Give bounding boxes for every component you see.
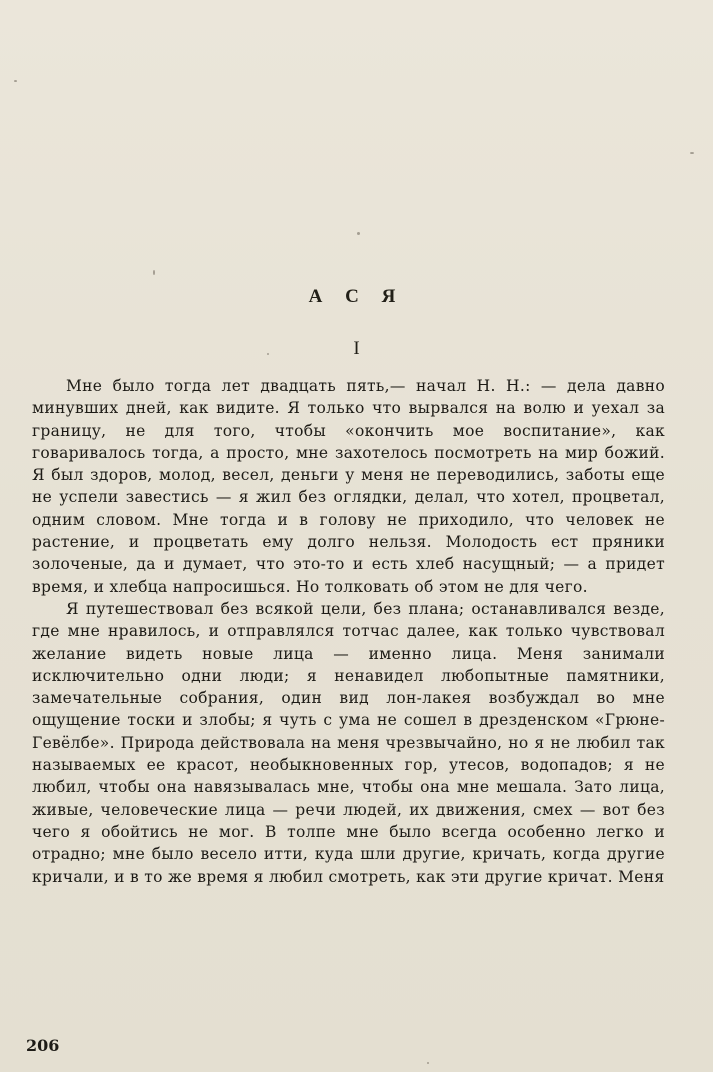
chapter-number: I [353,338,360,359]
paper-speck [357,232,360,235]
paper-speck [427,1062,429,1064]
paper-speck [690,152,694,154]
paragraph: Мне было тогда лет двадцать пять,— начал Н. Н.: — дела давно минувших дней, как видите. Я только что вырвался на волю и уехал за границу, не для того, чтобы «окончить мое воспитание», как говаривалось тогда, а просто, мне захотелось посмотреть на мир божий. Я был здоров, молод, весел, деньги у меня не переводились, заботы еще не успели завестись — я жил без оглядки, делал, что хотел, процветал, одним словом. Мне тогда и в голову не приходило, что человек не растение, и процветать ему долго нельзя. Молодость ест пряники золоченые, да и думает, что это-то и есть хлеб насущный; — а придет время, и хлебца напросишься. Но толковать об этом не для чего. [32,377,665,596]
body-text [32,375,665,888]
paper-speck [153,270,155,275]
paragraph: Я путешествовал без всякой цели, без плана; останавливался везде, где мне нравилось, и отправлялся тотчас далее, как только чувствовал желание видеть новые лица — именно лица. Меня занимали исключительно одни люди; я ненавидел любопытные памятники, замечательные собрания, один вид лон-лакея возбуждал во мне ощущение тоски и злобы; я чуть с ума не сошел в дрезденском «Грюне-Гевёлбе». Природа действовала на меня чрезвычайно, но я не любил так называемых ее красот, необыкновенных гор, утесов, водопадов; я не любил, чтобы она навязывалась мне, чтобы она мне мешала. Зато лица, живые, человеческие лица — речи людей, их движения, смех — вот без чего я обойтись не мог. В толпе мне было всегда особенно легко и отрадно; мне было весело итти, куда шли другие, кричать, когда другие кричали, и в то же время я любил смотреть, как эти другие кричат. Меня [32,599,665,886]
page-number: 206 [26,1036,60,1055]
story-title: А С Я [308,286,405,307]
paper-speck [14,80,17,82]
